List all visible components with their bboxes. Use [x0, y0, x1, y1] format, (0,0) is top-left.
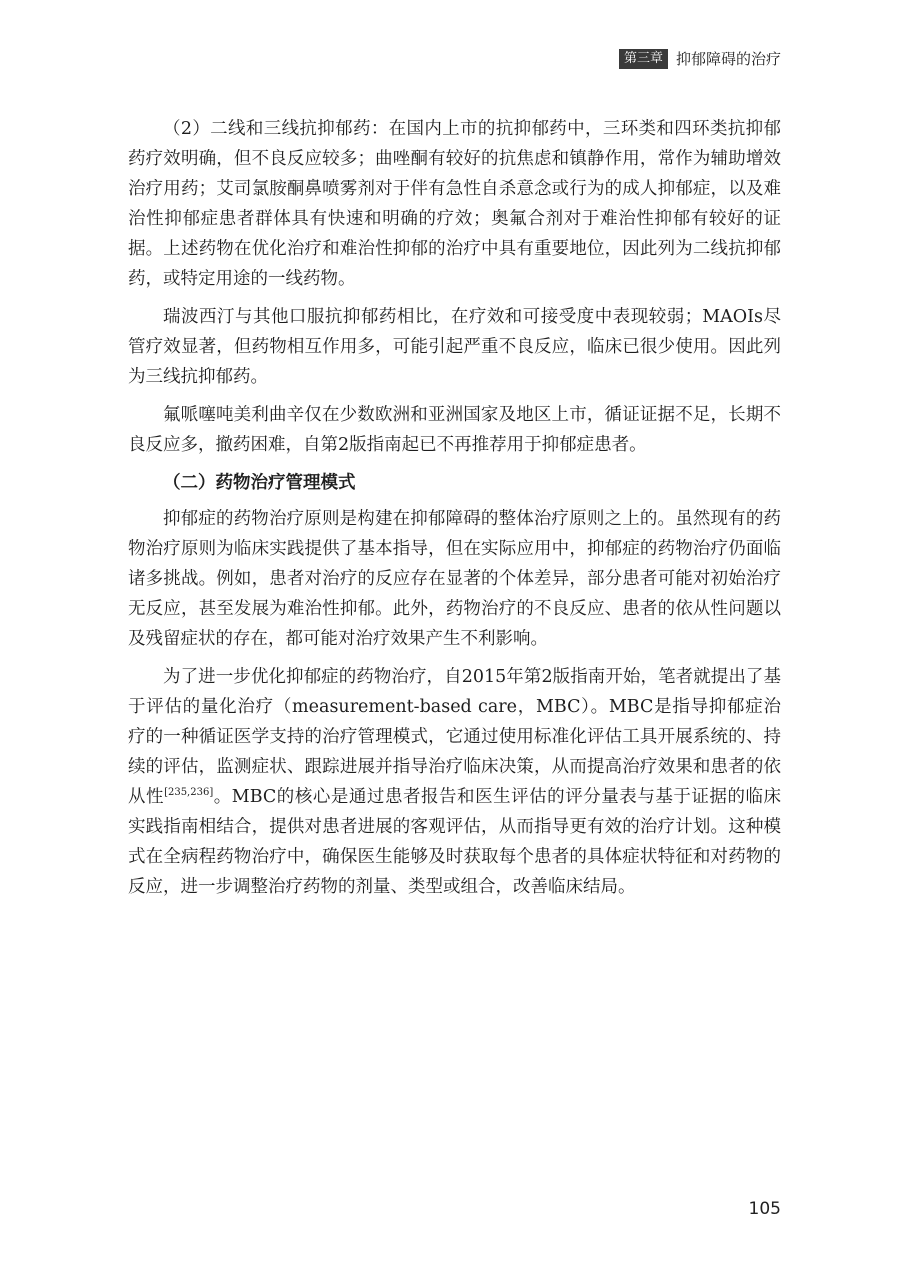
mbc-text-part1: 为了进一步优化抑郁症的药物治疗，自2015年第2版指南开始，笔者就提出了基于评估的量化治疗（measurement-based care，MBC）。MBC是指导抑郁症治疗的一种循证医学支持的治疗管理模式，它通过使用标准化评估工具开展系统的、持续的评估，监测症状、跟踪进展并指导治疗临床决策，从而提高治疗效果和患者的依从性 — [128, 667, 781, 807]
page-body — [128, 114, 781, 910]
paragraph-second-third-line-drugs: （2）二线和三线抗抑郁药：在国内上市的抗抑郁药中，三环类和四环类抗抑郁药疗效明确，但不良反应较多；曲唑酮有较好的抗焦虑和镇静作用，常作为辅助增效治疗用药；艾司氯胺酮鼻喷雾剂对于伴有急性自杀意念或行为的成人抑郁症，以及难治性抑郁症患者群体具有快速和明确的疗效；奥氟合剂对于难治性抑郁有较好的证据。上述药物在优化治疗和难治性抑郁的治疗中具有重要地位，因此列为二线抗抑郁药，或特定用途的一线药物。 — [128, 119, 781, 289]
paragraph-mbc — [128, 662, 781, 902]
chapter-title: 抑郁障碍的治疗 — [675, 50, 781, 68]
section-heading: （二）药物治疗管理模式 — [163, 473, 356, 493]
citation-reference: [235,236] — [164, 787, 214, 799]
paragraph-treatment-principles: 抑郁症的药物治疗原则是构建在抑郁障碍的整体治疗原则之上的。虽然现有的药物治疗原则为临床实践提供了基本指导，但在实际应用中，抑郁症的药物治疗仍面临诸多挑战。例如，患者对治疗的反应存在显著的个体差异，部分患者可能对初始治疗无反应，甚至发展为难治性抑郁。此外，药物治疗的不良反应、患者的依从性问题以及残留症状的存在，都可能对治疗效果产生不利影响。 — [128, 509, 781, 649]
running-header — [619, 49, 781, 69]
page-number: 105 — [748, 1199, 781, 1219]
paragraph-flupentixol-melitracen: 氟哌噻吨美利曲辛仅在少数欧洲和亚洲国家及地区上市，循证证据不足，长期不良反应多，撤药困难，自第2版指南起已不再推荐用于抑郁症患者。 — [128, 405, 781, 455]
paragraph-reboxetine-maois: 瑞波西汀与其他口服抗抑郁药相比，在疗效和可接受度中表现较弱；MAOIs尽管疗效显著，但药物相互作用多，可能引起严重不良反应，临床已很少使用。因此列为三线抗抑郁药。 — [128, 307, 781, 387]
chapter-badge: 第三章 — [619, 49, 668, 69]
mbc-text-part2: 。MBC的核心是通过患者报告和医生评估的评分量表与基于证据的临床实践指南相结合，提供对患者进展的客观评估，从而指导更有效的治疗计划。这种模式在全病程药物治疗中，确保医生能够及时获取每个患者的具体症状特征和对药物的反应，进一步调整治疗药物的剂量、类型或组合，改善临床结局。 — [128, 787, 782, 897]
